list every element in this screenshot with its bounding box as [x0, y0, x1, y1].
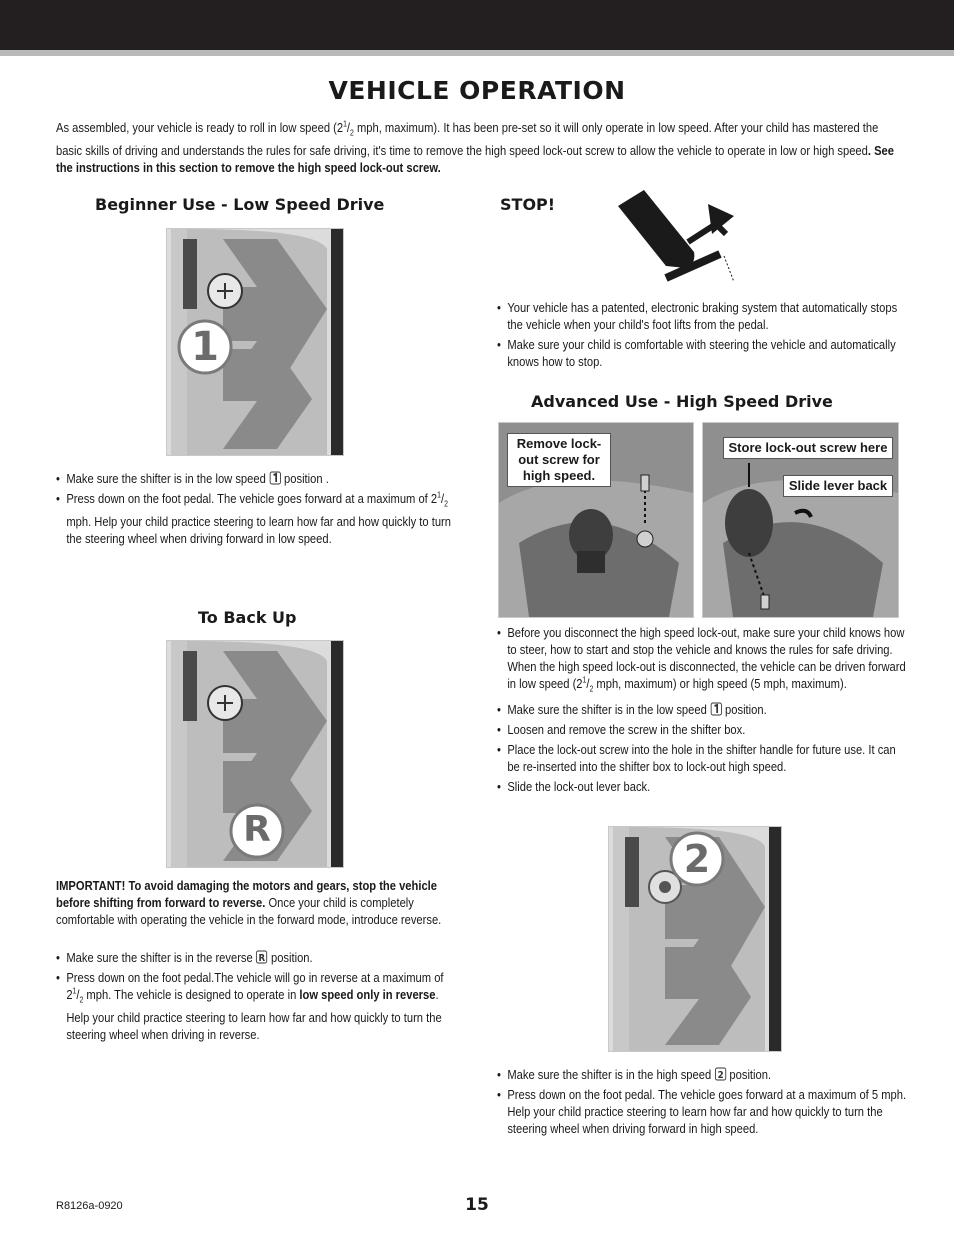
svg-text:2: 2: [717, 1069, 724, 1081]
list-item: • Loosen and remove the screw in the shifter box.: [497, 721, 906, 738]
svg-text:R: R: [258, 952, 266, 964]
back-up-heading: To Back Up: [198, 608, 297, 627]
list-item: • Make sure the shifter is in the low speed position .: [56, 470, 469, 487]
back-up-bullets: [56, 949, 462, 1046]
high-gear-icon: [714, 1067, 726, 1081]
list-item: • Place the lock-out screw into the hole in the shifter handle for future use. It can be re-inserted into the shifter box to lock-out high speed.: [497, 741, 906, 775]
low-gear-icon: [710, 702, 722, 716]
shifter-reverse-image: [166, 640, 344, 868]
list-item: • Press down on the foot pedal.The vehicle will go in reverse at a maximum of $2^1/_2$ mph. The vehicle is designed to operate in low speed only in reverse. Help your child practice steering to learn how far and how quickly to turn the steering wheel when driving in reverse.: [56, 969, 462, 1043]
list-item: • Press down on the foot pedal. The vehicle goes forward at a maximum of 5 mph. Help your child practice steering to learn how far and how quickly to turn the steering wheel when driving forward in high speed.: [497, 1086, 906, 1137]
reverse-gear-icon: [256, 950, 268, 964]
list-item: • Make sure your child is comfortable with steering the vehicle and automatically knows how to stop.: [497, 336, 906, 370]
header-bar: [0, 0, 954, 50]
list-item: • Make sure the shifter is in the reverse R position.: [56, 949, 462, 966]
intro-paragraph: As assembled, your vehicle is ready to roll in low speed ($2^1/_2$ mph, maximum). It has been pre-set so it will only operate in low speed. After your child has mastered the basic skills of driving and understands the rules for safe driving, it's time to remove the high speed lock-out screw to allow the vehicle to operate in low or high speed. See the instructions in this section to remove the high speed lock-out screw.: [56, 119, 894, 175]
low-gear-icon: [269, 471, 281, 485]
foot-lift-pedal-image: [616, 186, 744, 286]
advanced-bullets: [497, 624, 906, 798]
list-item: • Make sure the shifter is in the low speed position.: [497, 701, 906, 718]
shifter-high-speed-image: [608, 826, 782, 1052]
beginner-bullets: [56, 470, 469, 550]
list-item: • Make sure the shifter is in the high speed 2 position.: [497, 1066, 906, 1083]
shifter-low-speed-image: [166, 228, 344, 456]
advanced-heading: Advanced Use - High Speed Drive: [531, 392, 833, 411]
page-number: 15: [465, 1195, 489, 1215]
list-item: • Your vehicle has a patented, electronic braking system that automatically stops the vehicle when your child's foot lifts from the pedal.: [497, 299, 906, 333]
store-screw-photo: [702, 422, 899, 618]
high-speed-bullets: [497, 1066, 906, 1140]
gear-label-reverse: R: [243, 809, 271, 850]
gear-label-low: 1: [191, 324, 219, 370]
list-item: • Before you disconnect the high speed lock-out, make sure your child knows how to steer, how to start and stop the vehicle and knows the rules for safe driving. When the high speed lock-out is disconnected, the vehicle can be driven forward in low speed ($2^1/_2$ mph, maximum) or high speed (5 mph, maximum).: [497, 624, 906, 698]
important-paragraph: IMPORTANT! To avoid damaging the motors and gears, stop the vehicle before shifting from forward to reverse. Once your child is completely comfortable with operating the vehicle in the forward mode, introduce reverse.: [56, 878, 442, 927]
header-rule: [0, 50, 954, 56]
remove-screw-photo: [498, 422, 694, 618]
list-item: • Press down on the foot pedal. The vehicle goes forward at a maximum of $2^1/_2$ mph. Help your child practice steering to learn how far and how quickly to turn the steering wheel when driving forward in low speed.: [56, 490, 469, 547]
stop-heading: STOP!: [500, 195, 556, 214]
callout-remove-screw: Remove lock-out screw for high speed.: [507, 433, 611, 487]
page-title: VEHICLE OPERATION: [328, 76, 626, 105]
callout-slide-lever: Slide lever back: [783, 475, 893, 497]
stop-bullets: [497, 299, 906, 373]
callout-store-screw: Store lock-out screw here: [723, 437, 893, 459]
gear-label-high: 2: [683, 837, 711, 881]
beginner-heading: Beginner Use - Low Speed Drive: [95, 195, 385, 214]
list-item: • Slide the lock-out lever back.: [497, 778, 906, 795]
document-code: R8126a-0920: [56, 1200, 123, 1212]
